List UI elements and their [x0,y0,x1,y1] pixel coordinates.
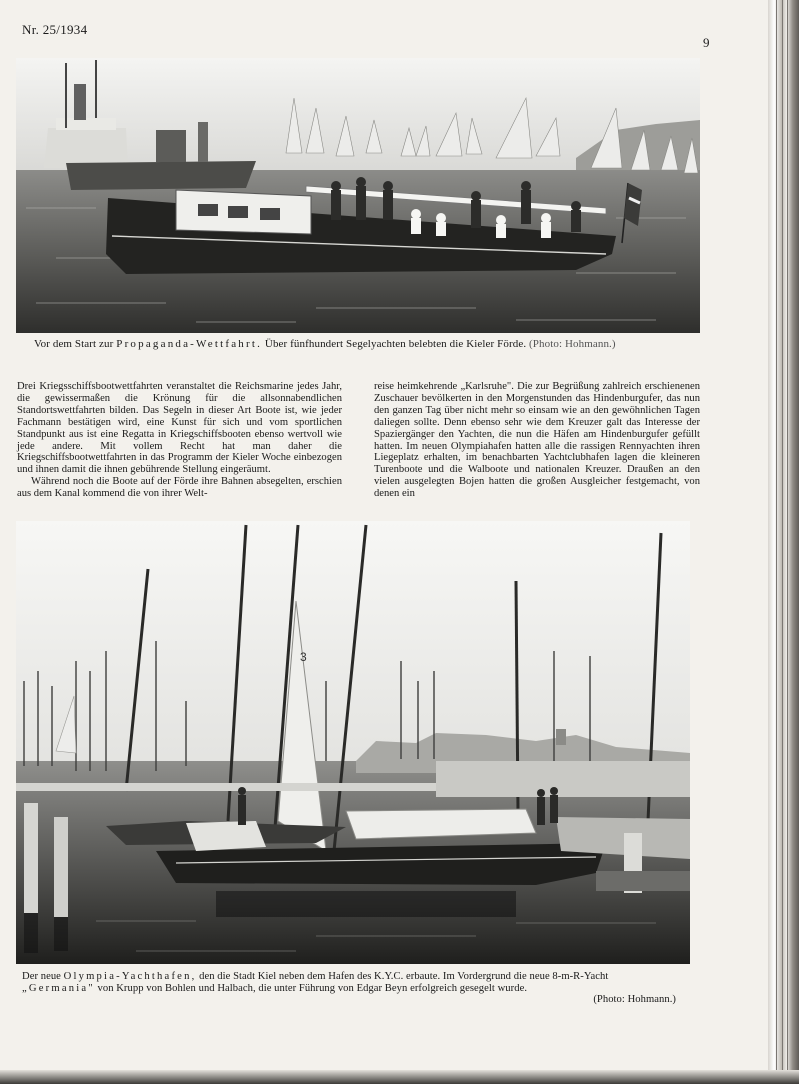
photo1-caption-lead: Vor dem Start zur [34,338,117,350]
sail-number-text: 3 [300,650,307,664]
photo1-caption-title: Propaganda-Wettfahrt. [116,338,263,350]
article-paragraph: Während noch die Boote auf der Förde ihre Bahnen absegelten, erschien aus dem Kanal kommend die von ihrer Welt- [17,476,342,500]
article-column-left [17,381,342,500]
photo2-caption-text: den die Stadt Kiel neben dem Hafen des K.Y.C. erbaute. Im Vordergrund die neue 8-m-R-Yacht [196,971,609,982]
page-number: 9 [703,35,710,50]
photo2-caption-yacht-name: „Germania" [22,982,95,994]
issue-number: Nr. 25/1934 [22,22,88,37]
photo-motorboat-regatta-start [16,58,700,333]
photo2-caption-lead: Der neue [22,971,64,982]
photo1-credit: (Photo: Hohmann.) [526,338,616,350]
photo-olympia-yacht-harbour [16,521,690,964]
photo-motorboat-illustration [16,58,700,333]
article-paragraph: Drei Kriegsschiffsbootwettfahrten veranstaltet die Reichsmarine jedes Jahr, die gewissermaßen die Krönung für die allsonnabendlichen Standortswettfahrten bilden. Das Segeln in dieser Art Boote ist, wie jeder Fachmann bestätigen wird, eine Kunst für sich und vom sportlichen Standpunkt aus ist eine Regatta in Kriegschiffsbooten ebenso wertvoll wie jede andere. Mit vollem Recht hat man daher die Kriegschiffsbootwettfahrten in das Programm der Kieler Woche einbezogen und ihnen damit die ihnen gebührende Stellung eingeräumt. [17,381,342,476]
photo-harbour-illustration [16,521,690,964]
photo2-credit: (Photo: Hohmann.) [593,994,676,1006]
article-column-right [374,381,700,500]
photo2-caption-title: Olympia-Yachthafen, [63,971,197,982]
page-bottom-shadow [0,1070,799,1084]
photo2-caption-rest: von Krupp von Bohlen und Halbach, die unter Führung von Edgar Beyn erfolgreich gesegelt wurde. [94,982,528,994]
photo1-caption-text: Über fünfhundert Segelyachten belebten die Kieler Förde. [262,338,527,350]
photo1-caption [34,338,714,350]
photo2-caption [22,971,682,1006]
article-paragraph: reise heimkehrende „Karlsruhe". Die zur Begrüßung zahlreich erschienenen Zuschauer bevölkerten in den Morgenstunden das Hindenburgufer, das nun den ganzen Tag über nicht mehr so einsam wie an den gewöhnlichen Tagen daliegen sollte. Denn ebenso sehr wie dem Kreuzer galt das Interesse der Spaziergänger den Yachten, die nun die Häfen am Hindenburgufer gefüllt hatten. Im neuen Olympiahafen hatten alle die rassigen Rennyachten ihren Liegeplatz erhalten, im benachbarten Yachtclubhafen lagen die kleineren Turenboote und die Walboote und nationalen Kreuzer. Draußen an den vielen ausgelegten Bojen hatten die großen Ausgleicher festgemacht, von denen ein [374,381,700,500]
book-binding-edge [768,0,799,1084]
